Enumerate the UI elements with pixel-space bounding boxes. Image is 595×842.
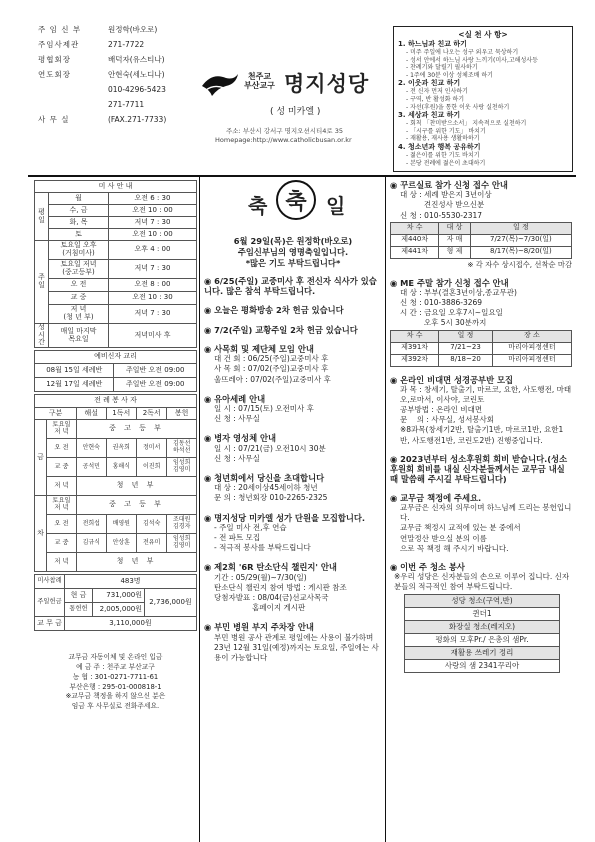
baptism-date: 08월 15일 세례반 bbox=[35, 364, 114, 378]
servers-value: 청 년 부 bbox=[77, 477, 197, 496]
mission-item: - 찬례기와 달릴기 필사하기 bbox=[406, 64, 478, 72]
cash-label: 현 금 bbox=[65, 589, 93, 603]
mass-day: 저 녁 (청 년 부) bbox=[49, 305, 109, 324]
church-name: 명지성당 bbox=[284, 72, 370, 96]
header-info-value: 안현숙(세노디나) bbox=[108, 70, 165, 79]
notice-line: 신 청 : 사무실 bbox=[214, 453, 260, 463]
servers-value: 김규식 bbox=[77, 534, 107, 553]
feast-line2: 주임신부님의 영명축일입니다. bbox=[237, 247, 349, 258]
servers-value: 중 고 등 부 bbox=[77, 496, 197, 515]
bank-line: 농 협 : 301-0271-7711-61 bbox=[72, 672, 159, 681]
pilgrim-table-header: 일 정 bbox=[470, 222, 571, 234]
header-info-label: 평협회장 bbox=[38, 55, 71, 64]
feast-seal-icon bbox=[276, 180, 316, 220]
notice-title: ◉ 사목회 및 제단체 모임 안내 bbox=[204, 344, 314, 354]
mass-row bbox=[35, 229, 197, 241]
me-line: 시 간 : 금요일 오후7시~일요일 bbox=[400, 308, 503, 318]
servers-kind: 토요일 저 녁 bbox=[47, 496, 77, 515]
header-info-value: 배덕자(유스티나) bbox=[108, 55, 165, 64]
servers-value: 조대원 김경자 bbox=[167, 515, 197, 534]
mass-time: 오전 8 : 00 bbox=[109, 279, 197, 292]
confession-time: 저녁미사 후 bbox=[109, 324, 197, 348]
attendance-label: 미사참례 bbox=[35, 575, 65, 589]
cleaning-cell: 사랑의 샘 2341꾸리아 bbox=[405, 660, 560, 673]
bank-line: 임금 후 사무실로 전화주세요. bbox=[71, 702, 160, 711]
mass-row bbox=[35, 205, 197, 217]
servers-value: 안상훈 bbox=[106, 534, 136, 553]
me-line: 신 청 : 010-3886-3269 bbox=[400, 298, 483, 308]
servers-group: 차 bbox=[35, 496, 47, 572]
bank-line: 부산은행 : 295-01-000818-1 bbox=[69, 682, 162, 691]
mass-time: 저녁 7 : 30 bbox=[109, 305, 197, 324]
cleaning-row bbox=[405, 595, 560, 608]
servers-kind: 교 중 bbox=[47, 534, 77, 553]
header-info-label bbox=[38, 97, 108, 112]
mass-time: 오전 10 : 00 bbox=[109, 205, 197, 217]
servers-value: 중 고 등 부 bbox=[77, 420, 197, 439]
mission-item: - 전 신자 먼저 인사하기 bbox=[406, 88, 468, 96]
servers-kind: 오 전 bbox=[47, 515, 77, 534]
servers-value: 전유미 bbox=[136, 534, 166, 553]
notice-line: 탄소단식 챌린지 참여 방법 : 게시판 참조 bbox=[214, 582, 347, 592]
cleaning-cell: 평화의 모후Pr./ 은총의 샘Pr. bbox=[405, 634, 560, 647]
me-line: 대 상 : 부부(결혼3년이상,종교무관) bbox=[400, 288, 517, 298]
servers-value: 전희섭 bbox=[77, 515, 107, 534]
mission-item: - 자선(후원)을 통한 이웃 사랑 실천하기 bbox=[406, 103, 510, 111]
feast-line3: *많은 기도 부탁드립니다* bbox=[245, 258, 341, 269]
me-table-header: 일 정 bbox=[439, 330, 493, 342]
servers-value: 임성희 김영미 bbox=[167, 458, 197, 477]
notice-line: - 적극적 봉사를 부탁드립니다 bbox=[214, 543, 311, 553]
pilgrim-line: 신 청 : 010-5530-2317 bbox=[400, 210, 483, 220]
me-table-cell: 제392차 bbox=[391, 354, 439, 366]
cleaning-row bbox=[405, 634, 560, 647]
notice-line: 부민 병원 공사 관계로 평일에는 사용이 불가하며 23년 12월 31일(예정)까지는 토요일, 주일에는 사용이 가능합니다 bbox=[214, 632, 379, 662]
church-homepage[interactable]: Homepage:http://www.catholicbusan.or.kr bbox=[215, 136, 352, 144]
cleaning-cell: 퀸더1 bbox=[405, 608, 560, 621]
mass-day: 오 전 bbox=[49, 279, 109, 292]
header-info-row bbox=[38, 52, 198, 67]
transfer-label: 통헌헌 bbox=[65, 603, 93, 617]
mass-group-label: 평 일 bbox=[35, 193, 49, 241]
notice-title: ◉ 제2회 '6R 탄소단식 챌린지' 안내 bbox=[204, 562, 337, 573]
church-address: 주소: 부산시 강서구 명지오션시티4로 35 bbox=[226, 127, 344, 135]
mass-row bbox=[35, 241, 197, 260]
cleaning-row bbox=[405, 647, 560, 660]
mass-time: 오전 6 : 30 bbox=[109, 193, 197, 205]
bible-line: 문 의 : 사무실, 성서봉사회 bbox=[400, 415, 495, 425]
tithe-line: 연말정산 받으실 분의 이름 bbox=[400, 533, 487, 543]
servers-value: 김동선 하석선 bbox=[167, 439, 197, 458]
pilgrim-section bbox=[390, 180, 572, 270]
notice bbox=[204, 513, 382, 554]
feast-heading bbox=[204, 180, 382, 236]
servers-group: 금 bbox=[35, 420, 47, 496]
notice-title: ◉ 명지성당 미카엘 성가 단원을 모집합니다. bbox=[204, 512, 366, 523]
me-table-header: 장 소 bbox=[492, 330, 571, 342]
bible-title: ◉ 온라인 비대면 성경공부반 모집 bbox=[390, 374, 513, 385]
mass-time: 저녁 7 : 30 bbox=[109, 260, 197, 279]
me-table-row bbox=[391, 354, 572, 366]
mass-table bbox=[34, 180, 197, 348]
feast-right-char: 일 bbox=[326, 194, 346, 218]
servers-row bbox=[35, 534, 197, 553]
pilgrim-table-row bbox=[391, 246, 572, 258]
patron-saint: ( 성 미카엘 ) bbox=[270, 107, 321, 117]
header-info bbox=[38, 22, 198, 127]
pilgrim-table-header: 대 상 bbox=[439, 222, 470, 234]
mission-item: - 성서 안에서 하느님 사랑 느끼기(미사,고해성사등 bbox=[406, 56, 538, 64]
mass-title: 미 사 안 내 bbox=[35, 181, 197, 193]
notice-title: ◉ 부민 병원 부지 주차장 안내 bbox=[204, 622, 314, 633]
confession-day: 매일 마지막 목요일 bbox=[49, 324, 109, 348]
diocese-line2: 부산교구 bbox=[244, 81, 275, 90]
servers-row bbox=[35, 439, 197, 458]
servers-value: 안현숙 bbox=[77, 439, 107, 458]
servers-header: 2독서 bbox=[136, 408, 166, 420]
servers-value: 정미서 bbox=[136, 439, 166, 458]
header-info-row bbox=[38, 22, 198, 37]
servers-header: 구분 bbox=[35, 408, 77, 420]
transfer-value: 2,005,000원 bbox=[93, 603, 145, 617]
cash-value: 731,000원 bbox=[93, 589, 145, 603]
dove-logo-icon bbox=[200, 70, 240, 100]
notice bbox=[204, 562, 382, 613]
header-info-value: (FAX.271-7733) bbox=[108, 115, 167, 124]
mission-box bbox=[393, 26, 573, 172]
servers-header: 봉헌 bbox=[167, 408, 197, 420]
header-info-row bbox=[38, 37, 198, 52]
notice-line: 일 시 : 07/21(금) 오전10시 30분 bbox=[214, 443, 326, 453]
header-info-row bbox=[38, 112, 198, 127]
pilgrim-table-cell: 자 매 bbox=[439, 234, 470, 246]
mass-time: 오전 10 : 30 bbox=[109, 292, 197, 305]
mission-heading: 2. 이웃과 친교 하기 bbox=[398, 79, 461, 88]
pilgrim-table-header: 차 수 bbox=[391, 222, 439, 234]
mass-day: 토요일 오후 (거침미사) bbox=[49, 241, 109, 260]
mass-day: 토요일 저녁 (중고등부) bbox=[49, 260, 109, 279]
feast-line1: 6월 29일(목)은 원정학(바오로) bbox=[233, 236, 353, 246]
mass-day: 토 bbox=[49, 229, 109, 241]
pilgrim-table-cell: 7/27(목)~7/30(일) bbox=[470, 234, 571, 246]
mass-row bbox=[35, 292, 197, 305]
mass-row bbox=[35, 217, 197, 229]
notice-title: ◉ 청년회에서 당신을 초대합니다 bbox=[204, 472, 325, 483]
servers-value: 김석숙 bbox=[136, 515, 166, 534]
notice bbox=[204, 276, 382, 297]
baptism-time: 주일반 오전 09:00 bbox=[114, 378, 197, 392]
mission-item: - 1주에 30분 이상 성체조배 하기 bbox=[406, 71, 493, 79]
mission-item: - 본당 전례에 젊은이 초대하기 bbox=[406, 159, 486, 167]
notice-line: 문 의 : 청년회장 010-2265-2325 bbox=[214, 493, 328, 503]
notice-line: - 전 파트 모집 bbox=[214, 533, 261, 543]
baptism-row bbox=[35, 364, 197, 378]
pilgrim-table-cell: 8/17(목)~8/20(일) bbox=[470, 246, 571, 258]
left-column bbox=[34, 180, 197, 712]
middle-column bbox=[204, 180, 382, 672]
mission-heading: 1. 하느님과 친교 하기 bbox=[398, 40, 467, 48]
cleaning-cell: 화장실 청소(레지오) bbox=[405, 621, 560, 634]
servers-value: 홍해식 bbox=[106, 458, 136, 477]
servers-kind: 교 중 bbox=[47, 458, 77, 477]
mass-row bbox=[35, 279, 197, 292]
header-info-row bbox=[38, 82, 198, 97]
pilgrim-title: ◉ 꾸르실료 참가 신청 접수 안내 bbox=[390, 180, 508, 190]
servers-value: 청 년 부 bbox=[77, 553, 197, 572]
mission-heading: 3. 세상과 친교 하기 bbox=[398, 111, 461, 120]
mission-title: <실 천 사 항> bbox=[458, 30, 508, 39]
header-info-label: 연도회장 bbox=[38, 70, 71, 79]
notice bbox=[204, 622, 382, 663]
pilgrim-table-cell: 형 제 bbox=[439, 246, 470, 258]
attendance-value: 483명 bbox=[65, 575, 197, 589]
notice bbox=[204, 344, 382, 385]
tithe-label: 교 무 금 bbox=[35, 617, 65, 631]
baptism-row bbox=[35, 378, 197, 392]
mass-time: 오전 10 : 00 bbox=[109, 229, 197, 241]
pilgrim-line: 견진성사 받으신분 bbox=[400, 200, 485, 210]
church-logo bbox=[200, 68, 390, 102]
mass-row bbox=[35, 260, 197, 279]
header-info-row bbox=[38, 97, 198, 112]
cleaning-section bbox=[390, 562, 572, 674]
collect-label: 주일헌금 bbox=[35, 589, 65, 617]
mass-row bbox=[35, 193, 197, 205]
servers-title: 전 례 봉 사 자 bbox=[35, 395, 197, 408]
servers-kind: 토요일 저 녁 bbox=[47, 420, 77, 439]
notice-title: ◉ 7/2(주일) 교황주일 2차 헌금 있습니다 bbox=[204, 324, 358, 335]
servers-header: 1독서 bbox=[106, 408, 136, 420]
notice-title: ◉ 오늘은 평화방송 2차 헌금 있습니다 bbox=[204, 305, 344, 316]
tithe-line: 교무금은 신자의 의무이며 하느님께 드리는 봉헌입니다. bbox=[400, 503, 572, 523]
pilgrim-table-row bbox=[391, 234, 572, 246]
me-table-cell: 제391차 bbox=[391, 342, 439, 354]
pilgrim-note: ※ 각 자수 상시접수, 선착순 마감 bbox=[467, 259, 572, 269]
bank-line: ※교무금 책정을 하지 않으신 분은 bbox=[65, 692, 166, 701]
header-info-value: 010-4296-5423 bbox=[108, 85, 166, 94]
notice-line: 기간 : 05/29(월)~7/30(일) bbox=[214, 572, 307, 582]
bible-section bbox=[390, 375, 572, 446]
mission-item: - 「시구를 위한 기도」 바치기 bbox=[406, 127, 486, 135]
cleaning-row bbox=[405, 608, 560, 621]
mass-row bbox=[35, 305, 197, 324]
baptism-title: 예비신자 교리 bbox=[35, 351, 197, 364]
servers-header: 해설 bbox=[77, 408, 107, 420]
bank-line: 교무금 자동이체 및 온라인 입금 bbox=[68, 653, 163, 662]
notice-line: 일 시 : 07/15(토) 오전미사 후 bbox=[214, 404, 314, 414]
collect-total: 2,736,000원 bbox=[145, 589, 197, 617]
mass-time: 오후 4 : 00 bbox=[109, 241, 197, 260]
servers-value: 이진희 bbox=[136, 458, 166, 477]
me-table-header: 차 수 bbox=[391, 330, 439, 342]
mission-item: - 재활용, 재사용 생활하하기 bbox=[406, 135, 480, 143]
mass-day: 수, 금 bbox=[49, 205, 109, 217]
tithe-title: ◉ 교무금 책정에 주세요. bbox=[390, 492, 482, 503]
cleaning-row bbox=[405, 660, 560, 673]
right-column bbox=[390, 180, 572, 677]
bible-line: 공부방법 : 온라인 비대면 bbox=[400, 405, 483, 415]
cleaning-cell: 성당 청소(구역,반) bbox=[405, 595, 560, 608]
confession-row bbox=[35, 324, 197, 348]
servers-value: 공석민 bbox=[77, 458, 107, 477]
servers-row bbox=[35, 420, 197, 439]
baptism-date: 12월 17일 세례반 bbox=[35, 378, 114, 392]
servers-value: 권옥희 bbox=[106, 439, 136, 458]
column-divider-left bbox=[199, 177, 200, 842]
me-line: 오후 5시 30분까지 bbox=[400, 318, 487, 328]
notice-line: 대 건 회 : 06/25(주일)교중미사 후 bbox=[214, 354, 329, 364]
header-divider bbox=[28, 175, 576, 177]
pilgrim-table-cell: 제441차 bbox=[391, 246, 439, 258]
servers-row bbox=[35, 496, 197, 515]
bank-box bbox=[34, 653, 197, 712]
servers-row bbox=[35, 553, 197, 572]
header-info-value: 271-7711 bbox=[108, 100, 145, 109]
diocese-line1: 천주교 bbox=[247, 72, 272, 81]
servers-row bbox=[35, 458, 197, 477]
header-info-label bbox=[38, 82, 108, 97]
cleaning-cell: 재활용 쓰레기 정리 bbox=[405, 647, 560, 660]
notice-line: 신 청 : 사무실 bbox=[214, 414, 260, 424]
notice bbox=[204, 325, 382, 335]
servers-kind: 오 전 bbox=[47, 439, 77, 458]
bible-line: ※8과목(창세기2반, 탈출기1반, 마르코1반, 요한1반, 사도행전1반, 코린도2반) 진행중입니다. bbox=[400, 425, 564, 445]
notice-line: - 주일 미사 전,후 연습 bbox=[214, 522, 287, 532]
mass-day: 화, 목 bbox=[49, 217, 109, 229]
header-info-label: 주임사제관 bbox=[38, 40, 80, 49]
confession-label: 성 시간 bbox=[35, 324, 49, 348]
me-table-cell: 8/18~20 bbox=[439, 354, 493, 366]
notice-title: ◉ 유아세례 안내 bbox=[204, 393, 266, 404]
me-table-row bbox=[391, 342, 572, 354]
notice-title: ◉ 6/25(주일) 교중미사 후 전신자 식사가 있습니다. 많은 참석 부탁드립니다. bbox=[204, 275, 377, 296]
servers-table bbox=[34, 394, 197, 572]
mission-item: - 회칙 「찬미받으소서」 지속적으로 실천하기 bbox=[406, 120, 527, 128]
me-section bbox=[390, 278, 572, 367]
notice-line: 당첨자발표 : 08/04(금)선교사목국 bbox=[214, 592, 329, 602]
notice-line: 대 상 : 20세이상45세이하 청년 bbox=[214, 483, 318, 493]
me-table-cell: 마리아피정센터 bbox=[492, 354, 571, 366]
feast-center-char: 축 bbox=[285, 189, 307, 215]
me-table-cell: 7/21~23 bbox=[439, 342, 493, 354]
header-info-label: 사 무 실 bbox=[38, 115, 70, 124]
notice-line: 사 목 회 : 07/02(주일)교중미사 후 bbox=[214, 364, 329, 374]
finance-table bbox=[34, 574, 197, 631]
mission-item: - 구역, 반 활성화 하기 bbox=[406, 95, 465, 103]
tithe-line: 교무금 책정시 교적에 있는 분 중에서 bbox=[400, 523, 521, 533]
header-info-value: 271-7722 bbox=[108, 40, 145, 49]
mission-heading: 4. 청소년과 행복 공유하기 bbox=[398, 142, 481, 151]
servers-row bbox=[35, 515, 197, 534]
bible-line: 과 목 : 창세기, 탈출기, 마르코, 요한, 사도행전, 마태오,로마서, 이사야, 코린토 bbox=[400, 384, 572, 405]
bank-line: 예 금 주 : 천주교 부산교구 bbox=[76, 662, 155, 671]
servers-row bbox=[35, 477, 197, 496]
mission-item: - 젊은이를 위한 기도 바치기 bbox=[406, 151, 480, 159]
notice bbox=[204, 394, 382, 425]
mass-group-label: 주 일 bbox=[35, 241, 49, 324]
header-info-value: 원정학(바오로) bbox=[108, 25, 158, 34]
mission-item: - 미주 주일에 나오는 성구 외우고 묵상하기 bbox=[406, 49, 519, 56]
tithe-section bbox=[390, 493, 572, 554]
notice-title: ◉ 병자 영성체 안내 bbox=[204, 433, 277, 444]
servers-value: 임성희 김영미 bbox=[167, 534, 197, 553]
pilgrim-line: 대 상 : 세례 받은지 3년이상 bbox=[400, 190, 492, 200]
cleaning-line: ※우리 성당은 신자분들의 손으로 이루어 집니다. 신자분들의 적극적인 참여 부탁드립니다. bbox=[394, 572, 570, 592]
feast-left-char: 축 bbox=[248, 194, 268, 218]
servers-kind: 저 녁 bbox=[47, 553, 77, 572]
tithe-value: 3,110,000원 bbox=[65, 617, 197, 631]
sponsor-title: ◉ 2023년부터 성소후원회 회비 받습니다.(성소후원회 회비를 내실 신자분들께서는 교무금 내실 때 말씀해 주시길 부탁드립니다) bbox=[390, 453, 568, 485]
baptism-table bbox=[34, 350, 197, 392]
cleaning-title: ◉ 이번 주 청소 봉사 bbox=[390, 561, 465, 572]
header-info-row bbox=[38, 67, 198, 82]
column-divider-right bbox=[385, 177, 386, 842]
tithe-line: 으로 꼭 책정 해 주시기 바랍니다. bbox=[400, 543, 509, 553]
notice bbox=[204, 305, 382, 315]
header-info-label: 주 임 신 부 bbox=[38, 25, 82, 34]
baptism-time: 주일반 오전 09:00 bbox=[114, 364, 197, 378]
me-title: ◉ ME 주말 참가 신청 접수 안내 bbox=[390, 277, 509, 288]
notice bbox=[204, 473, 382, 504]
mass-day: 월 bbox=[49, 193, 109, 205]
notice bbox=[204, 433, 382, 464]
servers-kind: 저 녁 bbox=[47, 477, 77, 496]
notice-line: 홈페이지 게시판 bbox=[214, 603, 306, 613]
notice-line: 울뜨레아 : 07/02(주일)교중미사 후 bbox=[214, 374, 331, 384]
mass-day: 교 중 bbox=[49, 292, 109, 305]
servers-value: 배영원 bbox=[106, 515, 136, 534]
pilgrim-table-cell: 제440차 bbox=[391, 234, 439, 246]
mass-time: 저녁 7 : 30 bbox=[109, 217, 197, 229]
me-table-cell: 마리아피정센터 bbox=[492, 342, 571, 354]
cleaning-row bbox=[405, 621, 560, 634]
sponsor-section bbox=[390, 454, 572, 485]
